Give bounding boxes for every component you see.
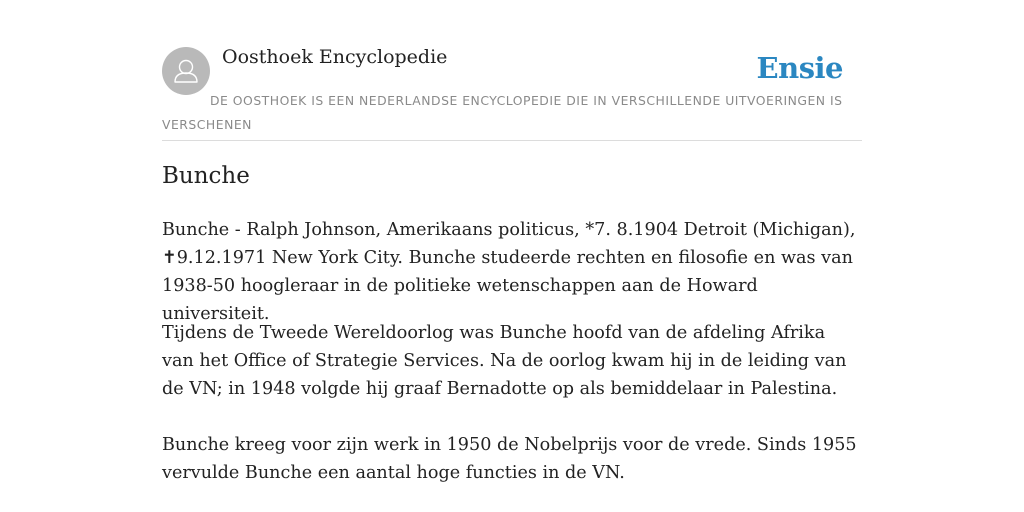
article-title: Bunche	[162, 163, 250, 189]
avatar[interactable]	[162, 47, 210, 95]
user-icon	[162, 47, 210, 95]
site-name[interactable]: Oosthoek Encyclopedie	[222, 46, 448, 68]
header	[162, 46, 862, 141]
brand-logo-link[interactable]: Ensie	[756, 51, 843, 85]
site-tagline: DE OOSTHOEK IS EEN NEDERLANDSE ENCYCLOPEDIE DIE IN VERSCHILLENDE UITVOERINGEN IS VERSCHENEN	[162, 93, 843, 132]
article-paragraph: Tijdens de Tweede Wereldoorlog was Bunche hoofd van de afdeling Afrika van het Office of Strategie Services. Na de oorlog kwam hij in de leiding van de VN; in 1948 volgde hij graaf Bernadotte op als bemiddelaar in Palestina.	[162, 323, 847, 399]
article-paragraph: Bunche - Ralph Johnson, Amerikaans politicus, *7. 8.1904 Detroit (Michigan), ✝9.12.1971 New York City. Bunche studeerde rechten en filosofie en was van 1938-50 hoogleraar in de politieke wetenschappen aan de Howard universiteit.	[162, 220, 856, 324]
article-paragraph: Bunche kreeg voor zijn werk in 1950 de Nobelprijs voor de vrede. Sinds 1955 vervulde Bunche een aantal hoge functies in de VN.	[162, 435, 857, 483]
